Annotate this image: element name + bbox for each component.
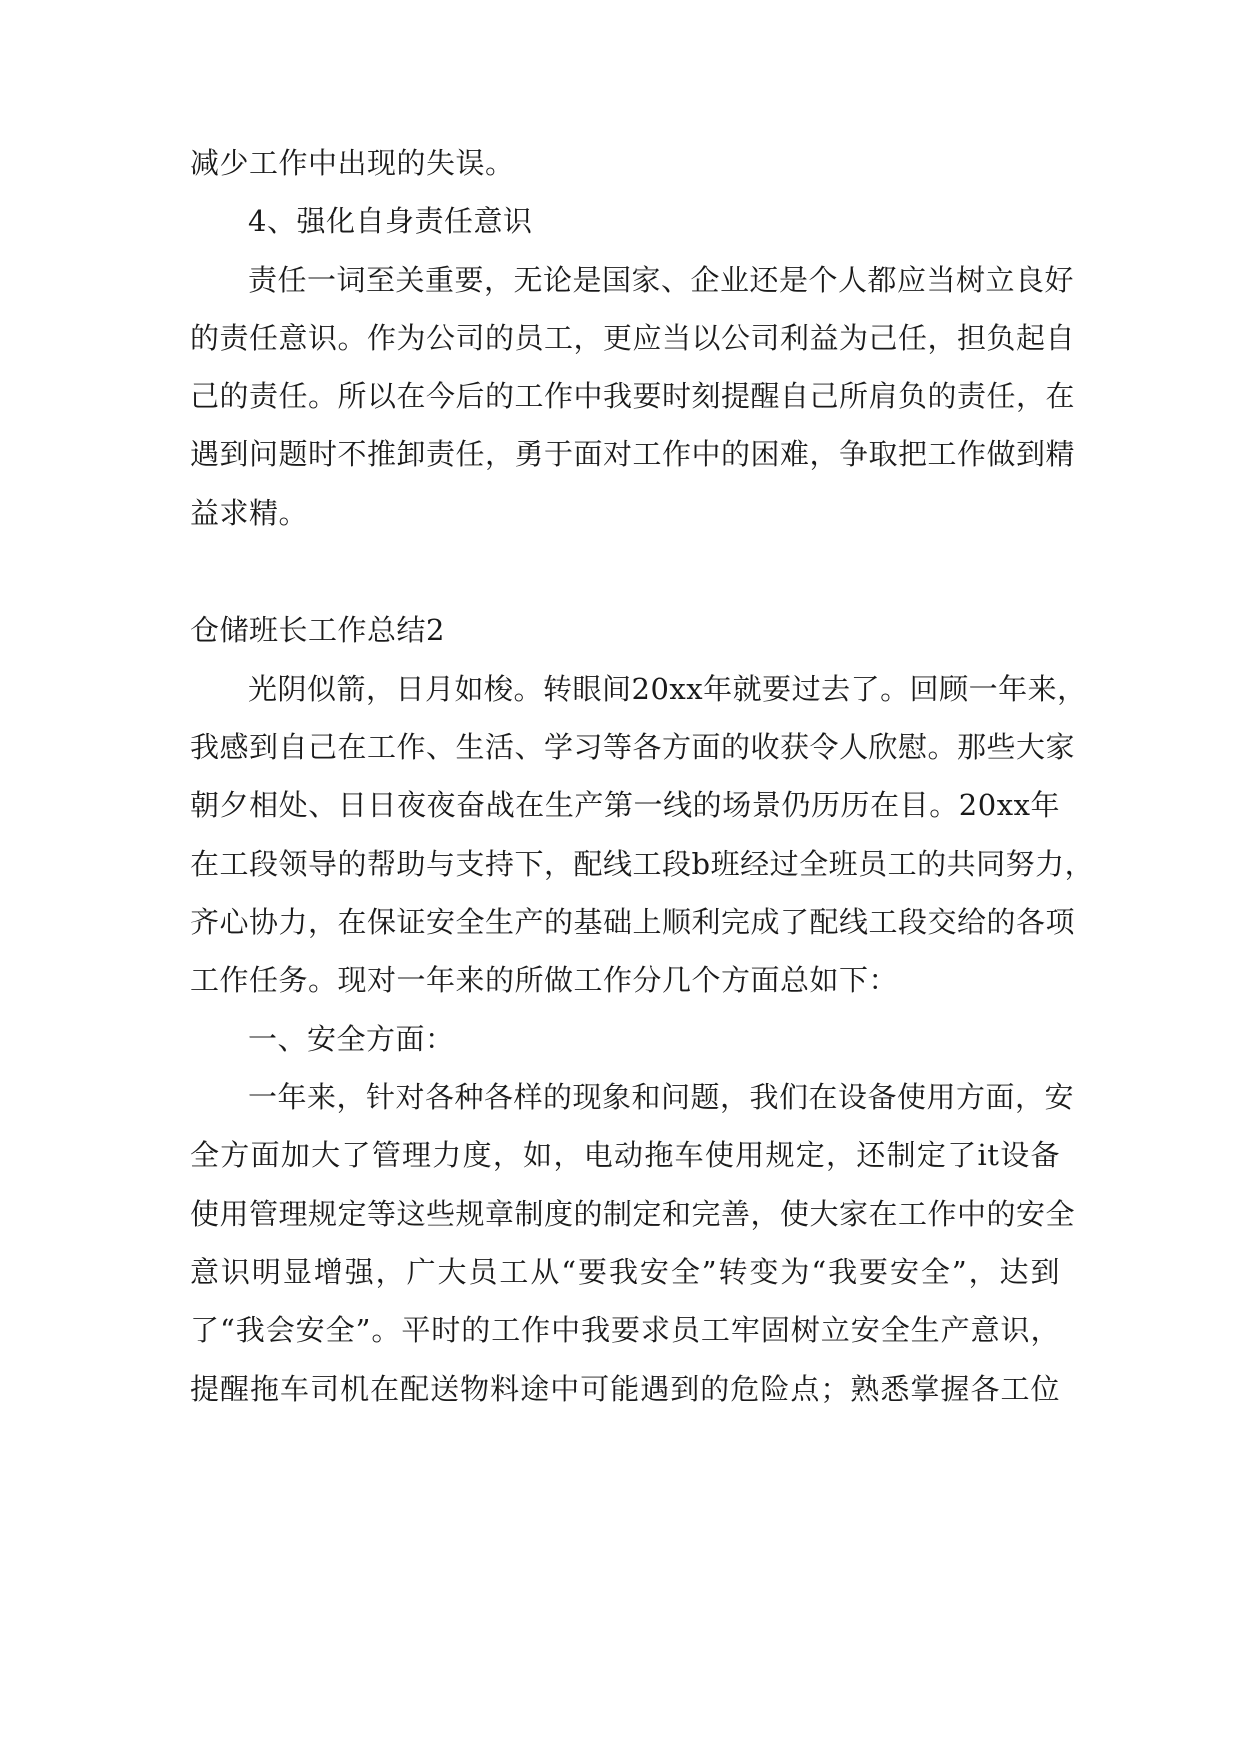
paragraph-line: 全方面加大了管理力度，如，电动拖车使用规定，还制定了it设备 [190, 1138, 1060, 1172]
paragraph-line: 遇到问题时不推卸责任，勇于面对工作中的困难，争取把工作做到精 [190, 437, 1076, 471]
paragraph-line: 使用管理规定等这些规章制度的制定和完善，使大家在工作中的安全 [190, 1197, 1076, 1231]
paragraph-line: 了“我会安全”。平时的工作中我要求员工牢固树立安全生产意识， [190, 1313, 1060, 1347]
paragraph-line: 的责任意识。作为公司的员工，更应当以公司利益为己任，担负起自 [190, 321, 1076, 355]
paragraph-line: 意识明显增强，广大员工从“要我安全”转变为“我要安全”，达到 [190, 1255, 1060, 1289]
paragraph-line: 己的责任。所以在今后的工作中我要时刻提醒自己所肩负的责任，在 [190, 379, 1076, 413]
paragraph-line: 责任一词至关重要，无论是国家、企业还是个人都应当树立良好 [248, 263, 1075, 297]
paragraph-line: 工作任务。现对一年来的所做工作分几个方面总如下： [190, 963, 899, 997]
paragraph-line: 提醒拖车司机在配送物料途中可能遇到的危险点；熟悉掌握各工位 [190, 1372, 1060, 1406]
paragraph-line: 一年来，针对各种各样的现象和问题，我们在设备使用方面，安 [248, 1080, 1075, 1114]
section-heading: 4、强化自身责任意识 [248, 204, 533, 238]
paragraph-line: 减少工作中出现的失误。 [190, 146, 515, 180]
paragraph-line: 齐心协力，在保证安全生产的基础上顺利完成了配线工段交给的各项 [190, 905, 1076, 939]
paragraph-line: 光阴似箭，日月如梭。转眼间20xx年就要过去了。回顾一年来， [248, 672, 1087, 706]
paragraph-line: 朝夕相处、日日夜夜奋战在生产第一线的场景仍历历在目。20xx年 [190, 788, 1060, 822]
paragraph-line: 我感到自己在工作、生活、学习等各方面的收获令人欣慰。那些大家 [190, 730, 1076, 764]
paragraph-line: 在工段领导的帮助与支持下，配线工段b班经过全班员工的共同努力， [190, 847, 1095, 881]
document-title: 仓储班长工作总结2 [190, 613, 445, 647]
paragraph-line: 益求精。 [190, 496, 309, 530]
section-heading: 一、安全方面： [248, 1022, 455, 1056]
